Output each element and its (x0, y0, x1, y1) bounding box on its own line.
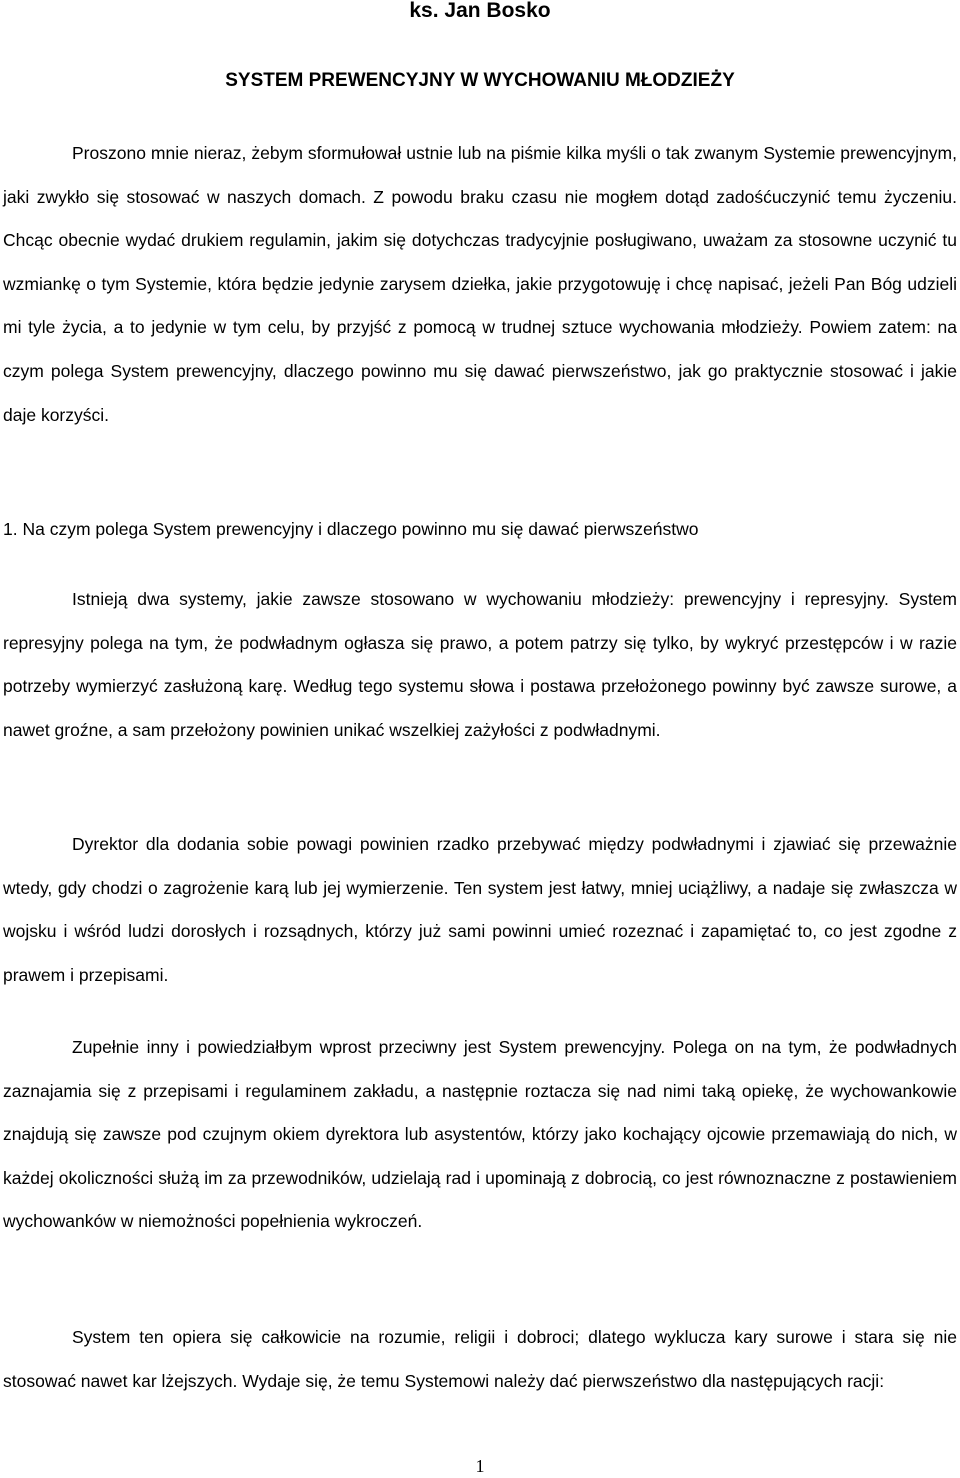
author-name: ks. Jan Bosko (409, 0, 551, 22)
paragraph-reasons: System ten opiera się całkowicie na rozumie, religii i dobroci; dlatego wyklucza kary surowe i stara się nie stosować nawet kar lżejszych. Wydaje się, że temu Systemowi należy dać pierwszeństwo dla następujących racji: (3, 1327, 957, 1391)
document-title: SYSTEM PREWENCYJNY W WYCHOWANIU MŁODZIEŻY (225, 70, 735, 91)
intro-paragraph: Proszono mnie nieraz, żebym sformułował ustnie lub na piśmie kilka myśli o tak zwanym Systemie prewencyjnym, jaki zwykło się stosować w naszych domach. Z powodu braku czasu nie mogłem dotąd zadośćuczynić temu życzeniu. Chcąc obecnie wydać drukiem regulamin, jakim się dotychczas tradycyjnie posługiwano, uważam za stosowne uczynić tu wzmiankę o tym Systemie, która będzie jedynie zarysem dziełka, jakie przygotowuję i chcę napisać, jeżeli Pan Bóg udzieli mi tyle życia, a to jedynie w tym celu, by przyjść z pomocą w trudnej sztuce wychowania młodzieży. Powiem zatem: na czym polega System prewencyjny, dlaczego powinno mu się dawać pierwszeństwo, jak go praktycznie stosować i jakie daje korzyści. (3, 143, 957, 425)
paragraph-preventive-system: Zupełnie inny i powiedziałbym wprost przeciwny jest System prewencyjny. Polega on na tym, że podwładnych zaznajamia się z przepisami i regulaminem zakładu, a następnie roztacza się nad nimi taką opiekę, że wychowankowie znajdują się zawsze pod czujnym okiem dyrektora lub asystentów, którzy jako kochający ojcowie przemawiają do nich, w każdej okoliczności służą im za przewodników, udzielają rad i upominają z dobrocią, co jest równoznaczne z postawieniem wychowanków w niemożności popełnienia wykroczeń. (3, 1037, 957, 1232)
page-number: 1 (475, 1456, 485, 1476)
section-1-heading: 1. Na czym polega System prewencyjny i dlaczego powinno mu się dawać pierwszeństwo (3, 519, 699, 539)
paragraph-director: Dyrektor dla dodania sobie powagi powinien rzadko przebywać między podwładnymi i zjawiać się przeważnie wtedy, gdy chodzi o zagrożenie karą lub jej wymierzenie. Ten system jest łatwy, mniej uciążliwy, a nadaje się zwłaszcza w wojsku i wśród ludzi dorosłych i rozsądnych, którzy już sami powinni umieć rozeznać i zapamiętać to, co jest zgodne z prawem i przepisami. (3, 834, 957, 985)
paragraph-repressive-system: Istnieją dwa systemy, jakie zawsze stosowano w wychowaniu młodzieży: prewencyjny i represyjny. System represyjny polega na tym, że podwładnym ogłasza się prawo, a potem patrzy się tylko, by wykryć przestępców i w razie potrzeby wymierzyć zasłużoną karę. Według tego systemu słowa i postawa przełożonego powinny być zawsze surowe, a nawet groźne, a sam przełożony powinien unikać wszelkiej zażyłości z podwładnymi. (3, 589, 957, 740)
